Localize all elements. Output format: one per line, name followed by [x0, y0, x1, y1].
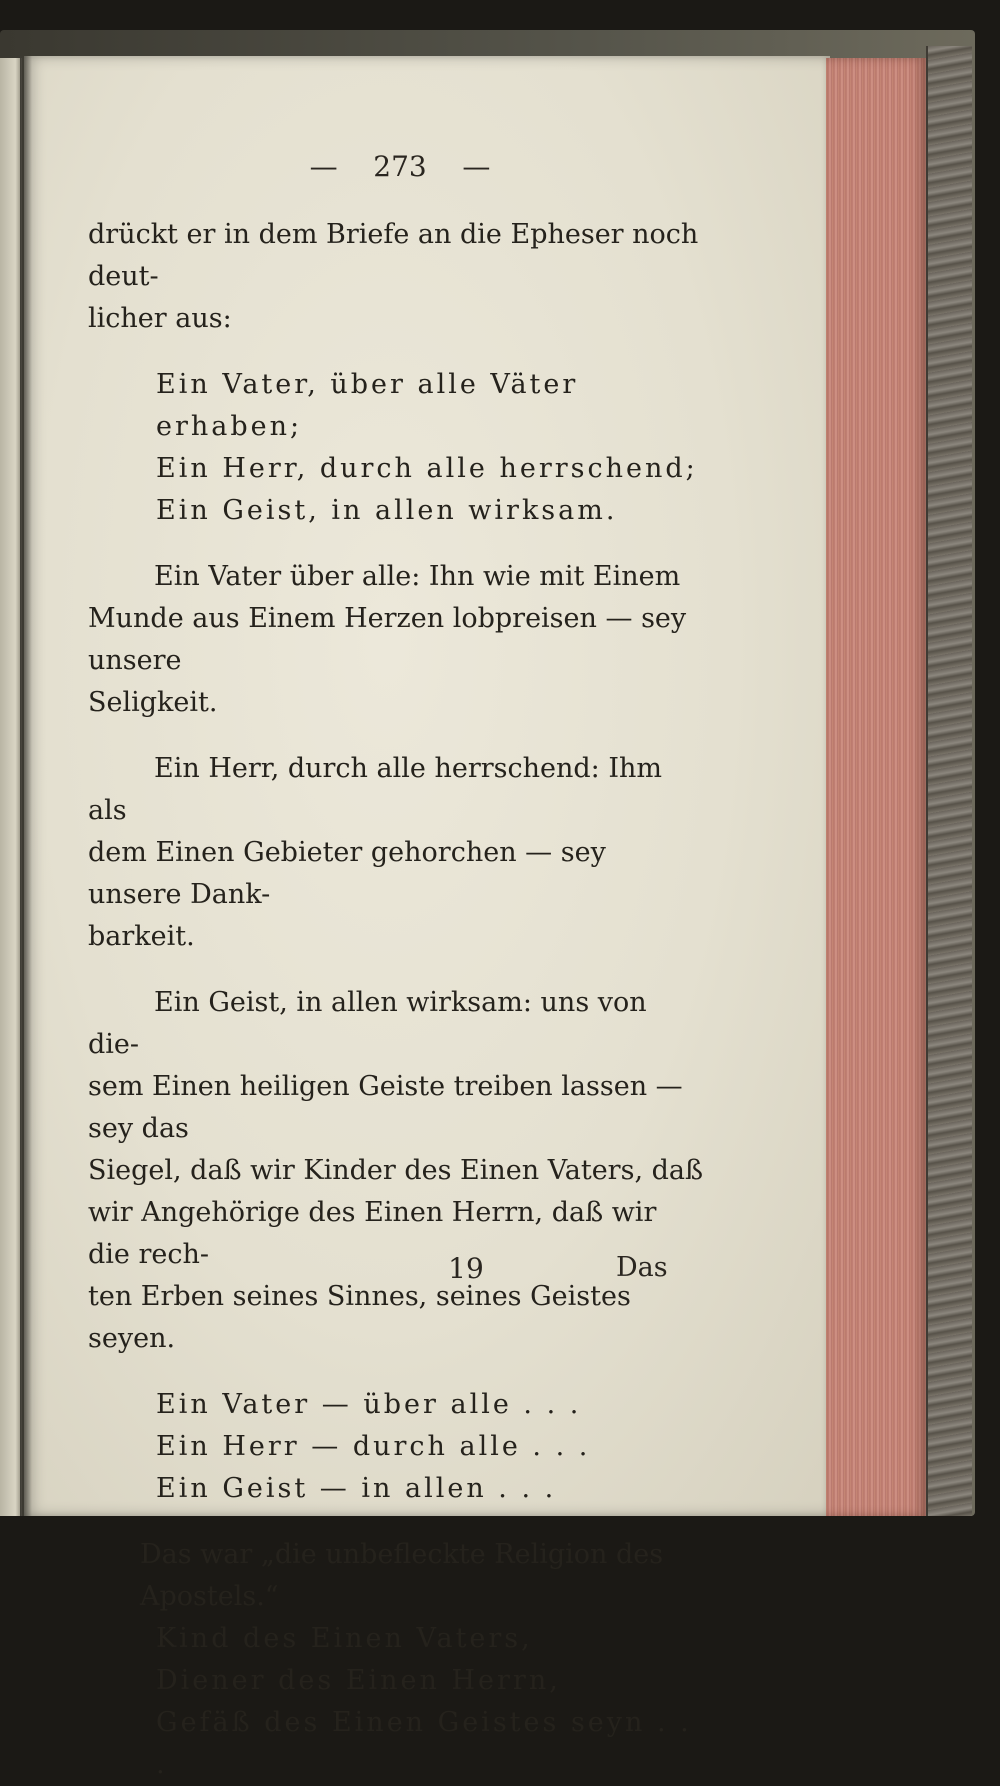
text-line: Seligkeit. — [88, 687, 218, 718]
text-line: Das war „die unbefleckte Religion des Apostels.“ — [140, 1539, 664, 1612]
page-gutter-shadow — [20, 56, 32, 1516]
running-header — [300, 150, 500, 190]
body-text — [88, 214, 706, 1786]
text-line: Ein Vater über alle: Ihn wie mit Einem — [154, 561, 681, 592]
text-line: drückt er in dem Briefe an die Epheser noch deut- — [88, 219, 699, 292]
page-number: 273 — [373, 150, 427, 183]
header-dash-left: — — [309, 150, 338, 183]
text-line: licher aus: — [88, 303, 232, 334]
verse-line: Ein Herr — durch alle . . . — [156, 1431, 591, 1462]
text-line: Munde aus Einem Herzen lobpreisen — sey unsere — [88, 603, 687, 676]
previous-page-edge — [0, 58, 22, 1516]
verse-line: Ein Geist — in allen . . . — [156, 1473, 557, 1504]
catchword: Das — [616, 1252, 668, 1283]
header-dash-right: — — [462, 150, 491, 183]
text-line: Siegel, daß wir Kinder des Einen Vaters, daß — [88, 1155, 704, 1186]
text-line: wir Angehörige des Einen Herrn, daß wir die rech- — [88, 1197, 657, 1270]
verse-line: Ein Geist, in allen wirksam. — [156, 495, 618, 526]
text-line: barkeit. — [88, 921, 195, 952]
marbled-board-edge — [926, 46, 972, 1516]
verse-line: Ein Herr, durch alle herrschend; — [156, 453, 698, 484]
text-line: Ein Herr, durch alle herrschend: Ihm als — [88, 753, 662, 826]
verse-line: Gefäß des Einen Geistes seyn . . . — [156, 1707, 692, 1780]
page-fore-edge — [826, 58, 926, 1516]
text-line: Ein Geist, in allen wirksam: uns von die- — [88, 987, 647, 1060]
text-line: dem Einen Gebieter gehorchen — sey unsere Dank- — [88, 837, 606, 910]
signature-mark: 19 — [448, 1252, 484, 1285]
verse-line: Ein Vater, über alle Väter erhaben; — [156, 369, 579, 442]
verse-line: Diener des Einen Herrn, — [156, 1665, 561, 1696]
text-line: sem Einen heiligen Geiste treiben lassen — sey das — [88, 1071, 683, 1144]
verse-line: Kind des Einen Vaters, — [156, 1623, 533, 1654]
text-line: ten Erben seines Sinnes, seines Geistes seyen. — [88, 1281, 631, 1354]
verse-line: Ein Vater — über alle . . . — [156, 1389, 582, 1420]
